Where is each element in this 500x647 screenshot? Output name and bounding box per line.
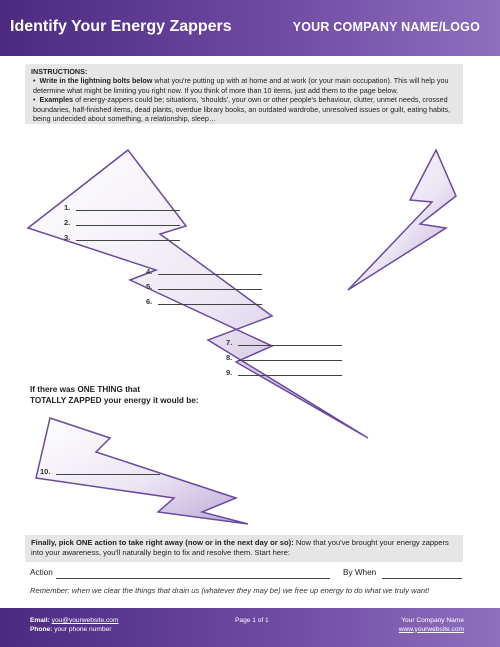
footer-company [399, 617, 464, 634]
action-panel-bold: Finally, pick ONE action to take right away (now or in the next day or so): [31, 538, 294, 547]
footer-company-name: Your Company Name [401, 617, 464, 624]
page-number: Page 1 of 1 [235, 617, 269, 624]
footer-phone-row [30, 626, 118, 635]
bullet-1-text: what you're putting up with at home and at work (or your main occupation). This will help you determine what might be limiting you right now. If you think of more than 10 items, just add them to the page below. [33, 76, 449, 95]
remember-note: Remember: when we clear the things that drain us (whatever they may be) we free up energy to do what we truly want! [30, 586, 430, 595]
item-1-line[interactable] [76, 210, 180, 211]
action-panel-text: Now that you've brought your energy zappers into your awareness, you'll naturally begin to fix and resolve them. Start here: [31, 538, 449, 557]
item-8-line[interactable] [238, 360, 342, 361]
phone-number: your phone number [54, 625, 112, 633]
action-input-line[interactable] [56, 578, 330, 579]
item-9-line[interactable] [238, 375, 342, 376]
email-label: Email: [30, 617, 50, 624]
phone-label: Phone: [30, 625, 53, 633]
page-title: Identify Your Energy Zappers [10, 18, 232, 35]
bullet-2-bold: Examples [39, 95, 74, 105]
item-3-label: 3. [64, 233, 71, 242]
item-4-label: 4. [146, 267, 153, 276]
one-thing-line-1: If there was ONE THING that [30, 385, 141, 394]
one-thing-prompt [30, 384, 198, 406]
item-10-line[interactable] [56, 474, 160, 475]
footer-banner [0, 608, 500, 647]
company-logo: YOUR COMPANY NAME/LOGO [292, 20, 480, 34]
item-3-line[interactable] [76, 240, 180, 241]
bullet-2-text: of energy-zappers could be; situations, 'shoulds', your own or other people's behaviour, clutter, unmet needs, crossed boundaries, half-finished items, dead plants, overdue library books, an outdated wardrobe, unresolved issues or guilt, eating habits, being undecided about something, a relationship, sleep… [33, 95, 451, 124]
by-when-input-line[interactable] [382, 578, 462, 579]
lightning-bolt-bottom [36, 418, 248, 524]
website-link[interactable]: www.yourwebsite.com [398, 625, 464, 633]
item-1-label: 1. [64, 203, 71, 212]
item-7-line[interactable] [238, 345, 342, 346]
one-thing-line-2: TOTALLY ZAPPED your energy it would be: [30, 396, 199, 405]
item-9-label: 9. [226, 368, 233, 377]
instructions-bullet-1: • Write in the lightning bolts below what you're putting up with at home and at work (or your main occupation). This will help you determine what might be limiting you right now. If you think of more than 10 items, just add them to the page below. [33, 76, 449, 95]
item-7-label: 7. [226, 338, 233, 347]
instructions-bullet-2: • Examples of energy-zappers could be; situations, 'shoulds', your own or other people's behaviour, clutter, unmet needs, crossed boundaries, half-finished items, dead plants, overdue library books, an outdated wardrobe, unresolved issues or guilt, eating habits, being undecided about something, a relationship, sleep… [33, 95, 451, 124]
footer-email-row [30, 617, 118, 626]
email-link[interactable]: you@yourwebsite.com [51, 617, 119, 624]
footer-contact [30, 617, 118, 634]
item-10-label: 10. [40, 467, 51, 476]
item-8-label: 8. [226, 353, 233, 362]
small-lightning-bolt-right [348, 150, 456, 290]
item-6-label: 6. [146, 297, 153, 306]
action-label: Action [30, 568, 53, 577]
item-2-label: 2. [64, 218, 71, 227]
instructions-heading: INSTRUCTIONS: [31, 67, 88, 76]
item-6-line[interactable] [158, 304, 262, 305]
action-panel [25, 535, 463, 562]
item-5-line[interactable] [158, 289, 262, 290]
bullet-1-bold: Write in the lightning bolts below [39, 76, 153, 86]
by-when-label: By When [343, 568, 377, 577]
item-5-label: 5. [146, 282, 153, 291]
item-2-line[interactable] [76, 225, 180, 226]
item-4-line[interactable] [158, 274, 262, 275]
